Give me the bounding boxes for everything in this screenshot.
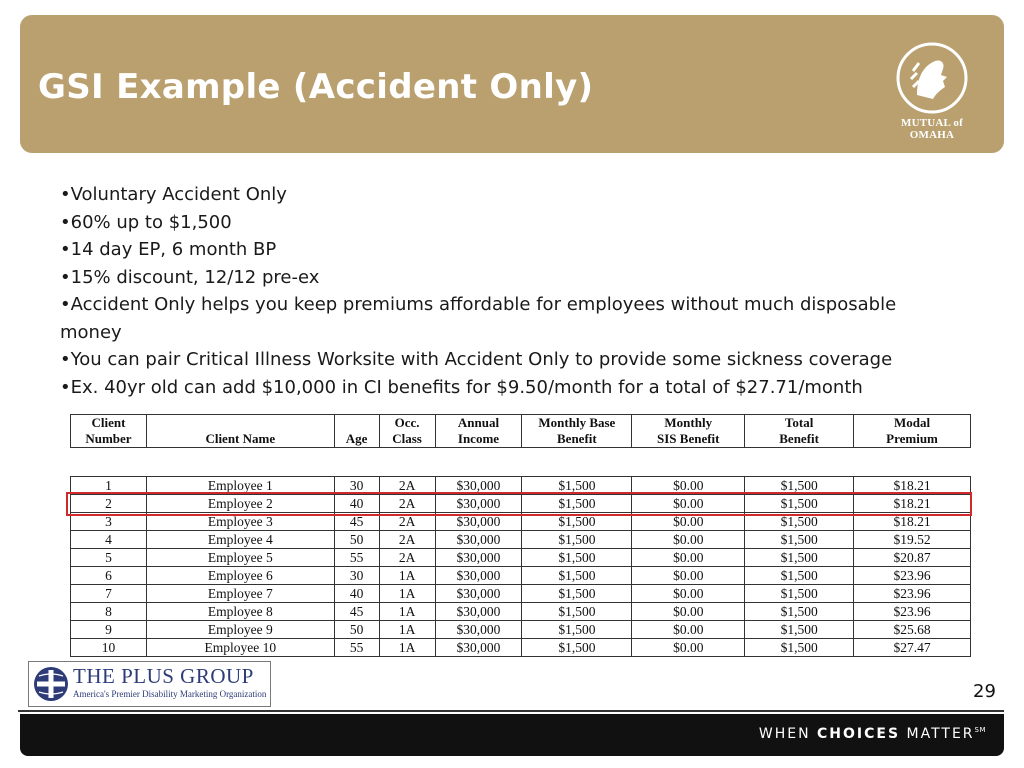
table-cell: 2A [379,531,435,549]
table-cell: 40 [334,585,379,603]
column-header [146,415,334,448]
table-cell: $1,500 [745,603,854,621]
column-header-line: Monthly [664,415,713,430]
table-cell: $0.00 [632,549,745,567]
table-row [71,639,971,657]
table-header [70,414,971,448]
table-cell: $1,500 [522,495,632,513]
table-cell: 40 [334,495,379,513]
column-header-line: Income [457,431,500,446]
table-cell: $18.21 [854,477,971,495]
bullet-item: •15% discount, 12/12 pre-ex [60,266,320,288]
table-cell: 2A [379,513,435,531]
table-cell: $30,000 [435,549,522,567]
page-number: 29 [973,681,996,702]
table-cell: $30,000 [435,621,522,639]
table-cell: $0.00 [632,639,745,657]
table-cell: Employee 10 [146,639,334,657]
footer-tagline [759,726,986,742]
table-cell: 50 [334,531,379,549]
table-cell: 3 [71,513,147,531]
header-row [71,415,971,448]
table-cell: Employee 1 [146,477,334,495]
table-cell: 55 [334,549,379,567]
column-header [745,415,854,448]
column-header-line: Premium [886,431,938,446]
column-header-line: Annual [457,415,500,430]
table-cell: Employee 7 [146,585,334,603]
table-cell: Employee 4 [146,531,334,549]
table-cell: $0.00 [632,495,745,513]
bullet-item: •60% up to $1,500 [60,211,232,233]
table-row [71,585,971,603]
table-cell: 1A [379,621,435,639]
column-header-line: Benefit [779,431,819,446]
title-banner [20,15,1004,153]
table-cell: 8 [71,603,147,621]
table-row [71,603,971,621]
table-cell: 9 [71,621,147,639]
table-cell: 30 [334,477,379,495]
bullet-item: •Accident Only helps you keep premiums affordable for employees without much disposable money [60,294,897,343]
bullet-item: •You can pair Critical Illness Worksite with Accident Only to provide some sickness coverage [60,349,893,370]
table-cell: $30,000 [435,477,522,495]
table-cell: 2A [379,549,435,567]
footer-bar [20,714,1004,756]
table-cell: $1,500 [522,531,632,549]
table-cell: Employee 9 [146,621,334,639]
table-cell: $0.00 [632,567,745,585]
column-header [334,415,379,448]
table-cell: $30,000 [435,567,522,585]
column-header-line: Benefit [557,431,597,446]
bullet-list [60,181,940,401]
column-header [522,415,632,448]
column-header-line: Class [392,431,422,446]
table-cell: $0.00 [632,621,745,639]
table-cell: Employee 3 [146,513,334,531]
table-cell: $1,500 [745,639,854,657]
column-header-line [147,415,334,431]
column-header [71,415,147,448]
table-cell: $20.87 [854,549,971,567]
table-cell: Employee 8 [146,603,334,621]
table-cell: $18.21 [854,495,971,513]
table-cell: $23.96 [854,585,971,603]
service-mark: SM [974,726,986,734]
table-cell: 55 [334,639,379,657]
table-row [71,621,971,639]
table-cell: $25.68 [854,621,971,639]
table-cell: $1,500 [745,531,854,549]
table-cell: 6 [71,567,147,585]
table-cell: $0.00 [632,603,745,621]
table-cell: 1A [379,603,435,621]
column-header-line [335,415,379,431]
column-header-line: Modal [893,415,931,430]
table-cell: 45 [334,513,379,531]
table-cell: Employee 6 [146,567,334,585]
table-cell: $0.00 [632,531,745,549]
table-cell: $1,500 [745,621,854,639]
column-header-line: Client Name [205,431,276,446]
table-cell: 2A [379,477,435,495]
tagline-pre: WHEN [758,726,818,742]
table-cell: 4 [71,531,147,549]
table-row [71,531,971,549]
table-cell: $23.96 [854,567,971,585]
table-cell: 2A [379,495,435,513]
table-cell: Employee 2 [146,495,334,513]
table-row [71,567,971,585]
column-header-line: Age [345,431,368,446]
table-cell: $30,000 [435,639,522,657]
column-header [435,415,522,448]
table-cell: $1,500 [522,639,632,657]
table-cell: $23.96 [854,603,971,621]
table-cell: $1,500 [745,495,854,513]
table-row [71,549,971,567]
bullet-item: •14 day EP, 6 month BP [60,239,277,260]
table-cell: $1,500 [745,513,854,531]
table-cell: Employee 5 [146,549,334,567]
table-cell: $1,500 [745,585,854,603]
table-cell: 7 [71,585,147,603]
table-cell: $1,500 [745,477,854,495]
table-cell: $27.47 [854,639,971,657]
tagline-post: MATTER [900,726,975,742]
slide-title: GSI Example (Accident Only) [38,67,594,107]
table-cell: $1,500 [745,549,854,567]
table-cell: $1,500 [522,603,632,621]
indian-head-icon [895,41,969,115]
column-header-line: Number [85,431,132,446]
table-cell: 1A [379,585,435,603]
table-cell: $1,500 [522,621,632,639]
table-cell: 50 [334,621,379,639]
table-cell: $1,500 [522,567,632,585]
column-header [854,415,971,448]
highlighted-row-outline [66,492,972,516]
table-cell: 30 [334,567,379,585]
table-cell: $0.00 [632,585,745,603]
plus-group-logo [28,661,271,707]
table-cell: $1,500 [522,585,632,603]
table-cell: $18.21 [854,513,971,531]
tagline-bold: CHOICES [817,726,901,742]
table-cell: 1 [71,477,147,495]
table-cell: $30,000 [435,513,522,531]
table-cell: $30,000 [435,531,522,549]
plus-globe-icon [33,666,69,702]
table-cell: $1,500 [522,513,632,531]
table-cell: $0.00 [632,477,745,495]
column-header [632,415,745,448]
column-header-line: SIS Benefit [657,431,720,446]
table-cell: 5 [71,549,147,567]
table-cell: $30,000 [435,603,522,621]
column-header-line: Total [784,415,814,430]
logo-wordmark: MUTUAL of OMAHA [901,117,963,141]
bullet-item: •Ex. 40yr old can add $10,000 in CI benefits for $9.50/month for a total of $27.71/month [60,376,863,398]
bullet-item: •Voluntary Accident Only [60,184,287,205]
footer-divider [18,710,1004,712]
column-header-line: Monthly Base [538,415,616,430]
table-cell: $30,000 [435,585,522,603]
column-header [379,415,435,448]
table-cell: 10 [71,639,147,657]
table-cell: $1,500 [522,477,632,495]
column-header-line: Occ. [394,415,420,430]
partner-name: THE PLUS GROUP [73,664,254,688]
table-cell: $1,500 [522,549,632,567]
table-cell: 2 [71,495,147,513]
partner-tagline: America's Premier Disability Marketing Organization [73,689,267,699]
column-header-line: Client [91,415,126,430]
table-cell: $1,500 [745,567,854,585]
table-cell: 45 [334,603,379,621]
table-cell: $19.52 [854,531,971,549]
table-cell: 1A [379,567,435,585]
table-cell: 1A [379,639,435,657]
table-cell: $30,000 [435,495,522,513]
table-cell: $0.00 [632,513,745,531]
mutual-of-omaha-logo [882,41,982,149]
